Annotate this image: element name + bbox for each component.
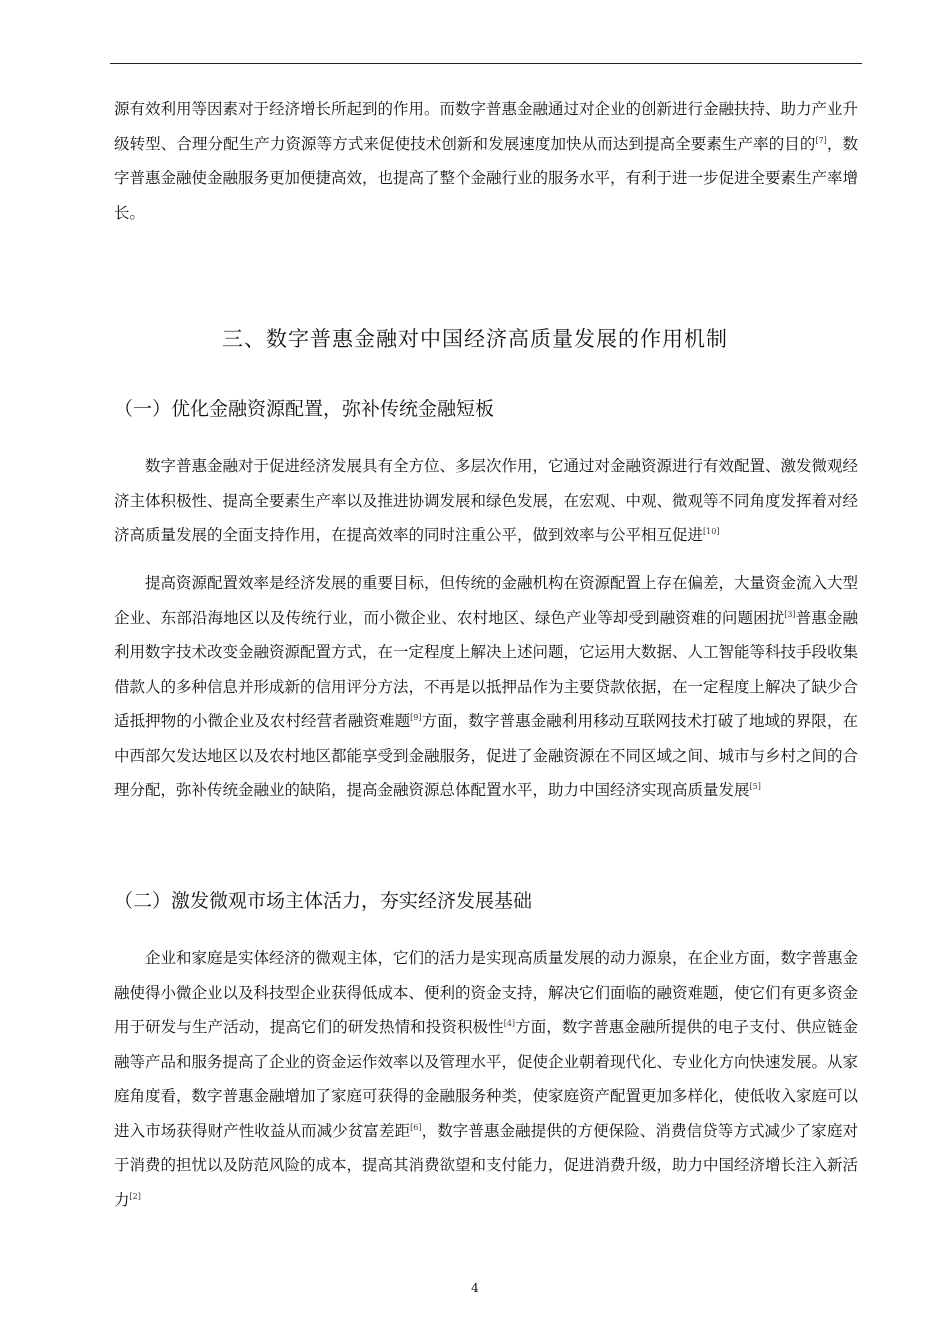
paragraph-text: 源有效利用等因素对于经济增长所起到的作用。而数字普惠金融通过对企业的创新进行金融扶持、助力产业升级转型、合理分配生产力资源等方式来促使技术创新和发展速度加快从而达到提高全要素生产率的目的 <box>114 100 859 153</box>
paragraph-text: 方面，数字普惠金融所提供的电子支付、供应链金融等产品和服务提高了企业的资金运作效率以及管理水平，促使企业朝着现代化、专业化方向快速发展。从家庭角度看，数字普惠金融增加了家庭可获得的金融服务种类，使家庭资产配置更加多样化，使低收入家庭可以进入市场获得财产性收益从而减少贫富差距 <box>114 1018 859 1140</box>
subsection-title-1: （一）优化金融资源配置，弥补传统金融短板 <box>114 398 495 420</box>
section-title: 三、数字普惠金融对中国经济高质量发展的作用机制 <box>222 327 728 351</box>
paragraph-continued <box>114 92 858 230</box>
paragraph-text: ，数字普惠金融使金融服务更加便捷高效，也提高了整个金融行业的服务水平，有利于进一步促进全要素生产率增长。 <box>114 134 859 222</box>
citation-ref[interactable]: [2] <box>129 1191 141 1201</box>
header-rule <box>110 63 862 64</box>
subsection-title-2: （二）激发微观市场主体活力，夯实经济发展基础 <box>114 890 533 912</box>
paragraph-text: 提高资源配置效率是经济发展的重要目标，但传统的金融机构在资源配置上存在偏差，大量资金流入大型企业、东部沿海地区以及传统行业，而小微企业、农村地区、绿色产业等却受到融资难的问题困扰 <box>114 574 859 627</box>
citation-ref[interactable]: [9] <box>410 712 422 722</box>
citation-ref[interactable]: [6] <box>410 1122 422 1132</box>
page-number: 4 <box>471 1281 479 1295</box>
citation-ref[interactable]: [7] <box>815 135 827 145</box>
paragraph-text: 企业和家庭是实体经济的微观主体，它们的活力是实现高质量发展的动力源泉，在企业方面，数字普惠金融使得小微企业以及科技型企业获得低成本、便利的资金支持，解决它们面临的融资难题，使它们有更多资金用于研发与生产活动，提高它们的研发热情和投资积极性 <box>114 949 859 1036</box>
citation-ref[interactable]: [5] <box>749 781 761 791</box>
paragraph-text: 普惠金融利用数字技术改变金融资源配置方式，在一定程度上解决上述问题，它运用大数据、人工智能等科技手段收集借款人的多种信息并形成新的信用评分方法，不再是以抵押品作为主要贷款依据，在一定程度上解决了缺少合适抵押物的小微企业及农村经营者融资难题 <box>114 608 859 730</box>
paragraph-2 <box>114 566 858 808</box>
paragraph-text: 数字普惠金融对于促进经济发展具有全方位、多层次作用，它通过对金融资源进行有效配置、激发微观经济主体积极性、提高全要素生产率以及推进协调发展和绿色发展，在宏观、中观、微观等不同角度发挥着对经济高质量发展的全面支持作用，在提高效率的同时注重公平，做到效率与公平相互促进 <box>114 457 859 544</box>
paragraph-1 <box>114 449 858 553</box>
paragraph-text: 方面，数字普惠金融利用移动互联网技术打破了地域的界限，在中西部欠发达地区以及农村地区都能享受到金融服务，促进了金融资源在不同区域之间、城市与乡村之间的合理分配，弥补传统金融业的缺陷，提高金融资源总体配置水平，助力中国经济实现高质量发展 <box>114 712 859 799</box>
paragraph-text: ，数字普惠金融提供的方便保险、消费信贷等方式减少了家庭对于消费的担忧以及防范风险的成本，提高其消费欲望和支付能力，促进消费升级，助力中国经济增长注入新活力 <box>114 1121 859 1209</box>
citation-ref[interactable]: [10] <box>703 526 720 536</box>
paragraph-3 <box>114 941 858 1217</box>
citation-ref[interactable]: [3] <box>784 609 796 619</box>
citation-ref[interactable]: [4] <box>503 1018 516 1028</box>
